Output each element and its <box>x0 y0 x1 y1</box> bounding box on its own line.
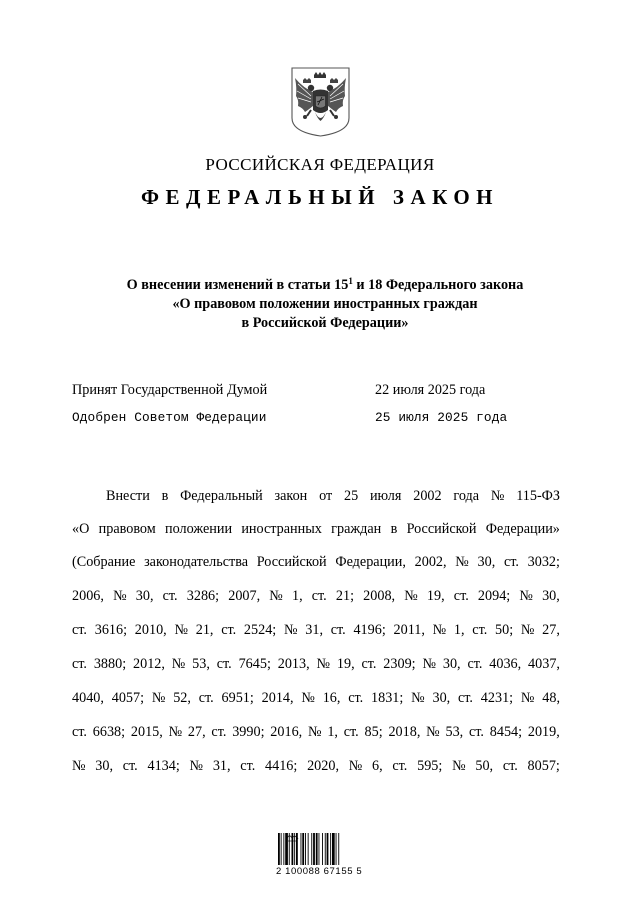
barcode-bar <box>281 833 282 865</box>
body-word: № <box>301 690 315 706</box>
title-superscript: 1 <box>348 276 353 286</box>
barcode-bar <box>289 833 290 865</box>
body-word: ст. <box>472 622 488 638</box>
body-word: положении <box>165 521 233 537</box>
body-line <box>72 656 560 673</box>
body-word: 4057; <box>111 690 145 706</box>
body-word: ст. <box>361 656 377 672</box>
body-word: июля <box>369 488 402 504</box>
body-word: ст. <box>502 758 518 774</box>
body-word: ст. <box>162 588 178 604</box>
body-word: 3032; <box>527 554 560 570</box>
body-line <box>72 521 560 538</box>
adoption-row-federation-council <box>72 410 572 430</box>
body-word: 2015, <box>130 724 163 740</box>
body-word: 2020, <box>307 758 339 774</box>
approved-date: 25 июля 2025 года <box>375 410 508 425</box>
body-line <box>72 690 560 707</box>
body-word: 4134; <box>147 758 180 774</box>
body-word: № <box>404 588 418 604</box>
body-word: 2013, <box>277 656 310 672</box>
body-word: ст. <box>72 622 87 638</box>
barcode-number: 2 100088 67155 5 <box>276 866 363 877</box>
barcode-bar <box>294 833 295 865</box>
body-word: в <box>390 521 398 537</box>
body-word: 4037, <box>528 656 560 672</box>
body-word: 2019, <box>527 724 560 740</box>
body-word: № <box>171 656 186 672</box>
body-word: правовом <box>98 521 156 537</box>
law-title-line-2: «О правовом положении иностранных граждан <box>172 296 478 312</box>
barcode-bar <box>325 833 326 865</box>
barcode-bar <box>311 833 312 865</box>
body-word: 4040, <box>72 690 104 706</box>
body-word: 6951; <box>221 690 254 706</box>
body-word: 50, <box>475 758 494 774</box>
body-word: Федерации» <box>485 521 560 537</box>
body-word: граждан <box>331 521 382 537</box>
body-word: 2006, <box>72 588 104 604</box>
barcode-bar <box>330 833 331 865</box>
body-word: 53, <box>192 656 210 672</box>
body-word: ст. <box>72 724 87 740</box>
body-word: ст. <box>311 588 327 604</box>
barcode-bar <box>322 833 323 865</box>
body-word: 3286; <box>186 588 220 604</box>
body-word: 25 <box>343 488 359 504</box>
body-word: 3990; <box>232 724 265 740</box>
body-word: 1, <box>291 588 303 604</box>
body-word: 4416; <box>265 758 298 774</box>
body-word: 8454; <box>489 724 523 740</box>
body-word: № <box>411 690 425 706</box>
body-word: 30, <box>542 588 560 604</box>
body-word: Федерации, <box>335 554 406 570</box>
body-word: ст. <box>458 690 473 706</box>
law-title <box>90 276 560 333</box>
body-word: года <box>453 488 480 504</box>
barcode-bar <box>296 833 298 865</box>
body-word: № <box>308 724 322 740</box>
body-line <box>72 588 560 605</box>
body-word: № <box>174 622 188 638</box>
body-word: ст. <box>216 656 232 672</box>
body-word: № <box>316 656 331 672</box>
barcode-bar <box>327 833 329 865</box>
body-word: 2007, <box>228 588 261 604</box>
body-word: № <box>520 690 535 706</box>
body-word: № <box>283 622 298 638</box>
title-text: и 18 Федерального закона <box>352 277 524 293</box>
body-line <box>106 488 560 505</box>
barcode-bar <box>319 833 320 865</box>
title-text: О внесении изменений в статьи 15 <box>126 277 349 293</box>
body-word: 30, <box>95 758 114 774</box>
body-word: ст. <box>330 622 346 638</box>
body-word: ст. <box>198 690 214 706</box>
barcode-bar <box>302 833 304 865</box>
body-word: № <box>269 588 283 604</box>
body-word: ст. <box>392 758 408 774</box>
body-word: 19, <box>426 588 445 604</box>
coat-of-arms-emblem-icon <box>289 66 352 138</box>
body-word: № <box>455 554 469 570</box>
body-word: № <box>189 758 204 774</box>
body-word: ст. <box>453 588 469 604</box>
body-word: № <box>432 622 447 638</box>
body-word: 595; <box>417 758 443 774</box>
body-word: 2014, <box>261 690 294 706</box>
body-word: 2309; <box>383 656 416 672</box>
body-word: Российской <box>406 521 477 537</box>
body-word: 2010, <box>134 622 167 638</box>
body-word: 1, <box>327 724 338 740</box>
body-word: 4196; <box>353 622 386 638</box>
body-word: 85; <box>364 724 383 740</box>
body-word: 1, <box>453 622 465 638</box>
body-line <box>72 758 560 775</box>
adopted-by-label: Принят Государственной Думой <box>72 382 268 398</box>
body-word: 27, <box>542 622 560 638</box>
barcode-bar <box>308 833 309 865</box>
body-word: Внести <box>106 488 150 504</box>
body-word: № <box>490 488 505 504</box>
body-word: 31, <box>212 758 231 774</box>
body-word: № <box>168 724 183 740</box>
body-word: иностранных <box>241 521 322 537</box>
body-word: 16, <box>322 690 341 706</box>
barcode-icon <box>278 833 364 865</box>
body-word: 30, <box>477 554 496 570</box>
law-title-line-1 <box>90 276 560 295</box>
body-word: 52, <box>173 690 191 706</box>
body-word: № <box>348 758 363 774</box>
body-word: 115-ФЗ <box>516 488 560 504</box>
body-word: № <box>519 588 533 604</box>
body-word: ст. <box>211 724 227 740</box>
barcode-bar <box>285 833 288 865</box>
body-word: 6, <box>372 758 383 774</box>
body-word: 2002, <box>414 554 447 570</box>
body-word: ст. <box>503 554 519 570</box>
body-word: ст. <box>122 758 138 774</box>
body-word: 2094; <box>477 588 511 604</box>
body-word: № <box>452 758 466 774</box>
barcode-bar <box>301 833 302 865</box>
body-word: 50; <box>495 622 514 638</box>
body-word: ст. <box>343 724 359 740</box>
body-word: ст. <box>468 724 484 740</box>
adopted-date: 22 июля 2025 года <box>375 382 486 398</box>
body-word: ст. <box>72 656 87 672</box>
body-word: № <box>72 758 86 774</box>
body-word: 48, <box>542 690 560 706</box>
body-word: 21; <box>335 588 355 604</box>
body-word: 8057; <box>527 758 560 774</box>
approved-by-label: Одобрен Советом Федерации <box>72 410 267 425</box>
body-word: Федеральный <box>180 488 263 504</box>
body-word: 2012, <box>133 656 165 672</box>
body-word: 3616; <box>94 622 128 638</box>
body-word: 4036, <box>489 656 522 672</box>
body-word: законодательства <box>144 554 249 570</box>
body-word: 4231; <box>480 690 514 706</box>
body-word: № <box>151 690 166 706</box>
body-word: № <box>426 724 440 740</box>
body-line <box>72 724 560 741</box>
body-word: ст. <box>467 656 483 672</box>
body-word: Российской <box>256 554 327 570</box>
body-word: № <box>520 622 535 638</box>
body-word: 2524; <box>243 622 277 638</box>
body-word: 3880; <box>93 656 127 672</box>
body-word: 53, <box>445 724 464 740</box>
body-word: 1831; <box>371 690 404 706</box>
body-word: ст. <box>240 758 256 774</box>
body-word: в <box>161 488 169 504</box>
body-word: № <box>113 588 127 604</box>
body-word: 27, <box>187 724 206 740</box>
barcode-bar <box>338 833 339 865</box>
body-line <box>72 554 560 571</box>
body-word: 7645; <box>238 656 271 672</box>
body-word: от <box>319 488 333 504</box>
body-word: 19, <box>336 656 355 672</box>
barcode-bar <box>332 833 335 865</box>
body-word: 21, <box>195 622 214 638</box>
barcode-bar <box>283 833 284 865</box>
body-word: (Собрание <box>72 554 136 570</box>
body-word: 30, <box>442 656 461 672</box>
body-line <box>72 622 560 639</box>
body-word: 6638; <box>92 724 126 740</box>
barcode-bar <box>278 833 280 865</box>
barcode-bar <box>316 833 318 865</box>
body-word: закон <box>274 488 308 504</box>
body-word: 2016, <box>270 724 303 740</box>
law-title-line-3: в Российской Федерации» <box>241 315 409 331</box>
barcode-bar <box>313 833 315 865</box>
body-word: 30, <box>432 690 451 706</box>
barcode-bar <box>305 833 306 865</box>
body-word: 31, <box>305 622 323 638</box>
body-word: 30, <box>135 588 154 604</box>
body-word: ст. <box>221 622 237 638</box>
barcode-bar <box>292 833 294 865</box>
body-word: № <box>422 656 437 672</box>
country-heading: РОССИЙСКАЯ ФЕДЕРАЦИЯ <box>205 155 435 174</box>
body-word: 2011, <box>393 622 425 638</box>
document-type-heading: ФЕДЕРАЛЬНЫЙ ЗАКОН <box>141 185 499 209</box>
body-word: 2018, <box>388 724 421 740</box>
body-word: ст. <box>348 690 364 706</box>
body-word: 2008, <box>363 588 396 604</box>
adoption-row-duma <box>72 382 572 402</box>
body-word: 2002 <box>413 488 442 504</box>
body-word: «О <box>72 521 90 537</box>
barcode-bar <box>336 833 337 865</box>
